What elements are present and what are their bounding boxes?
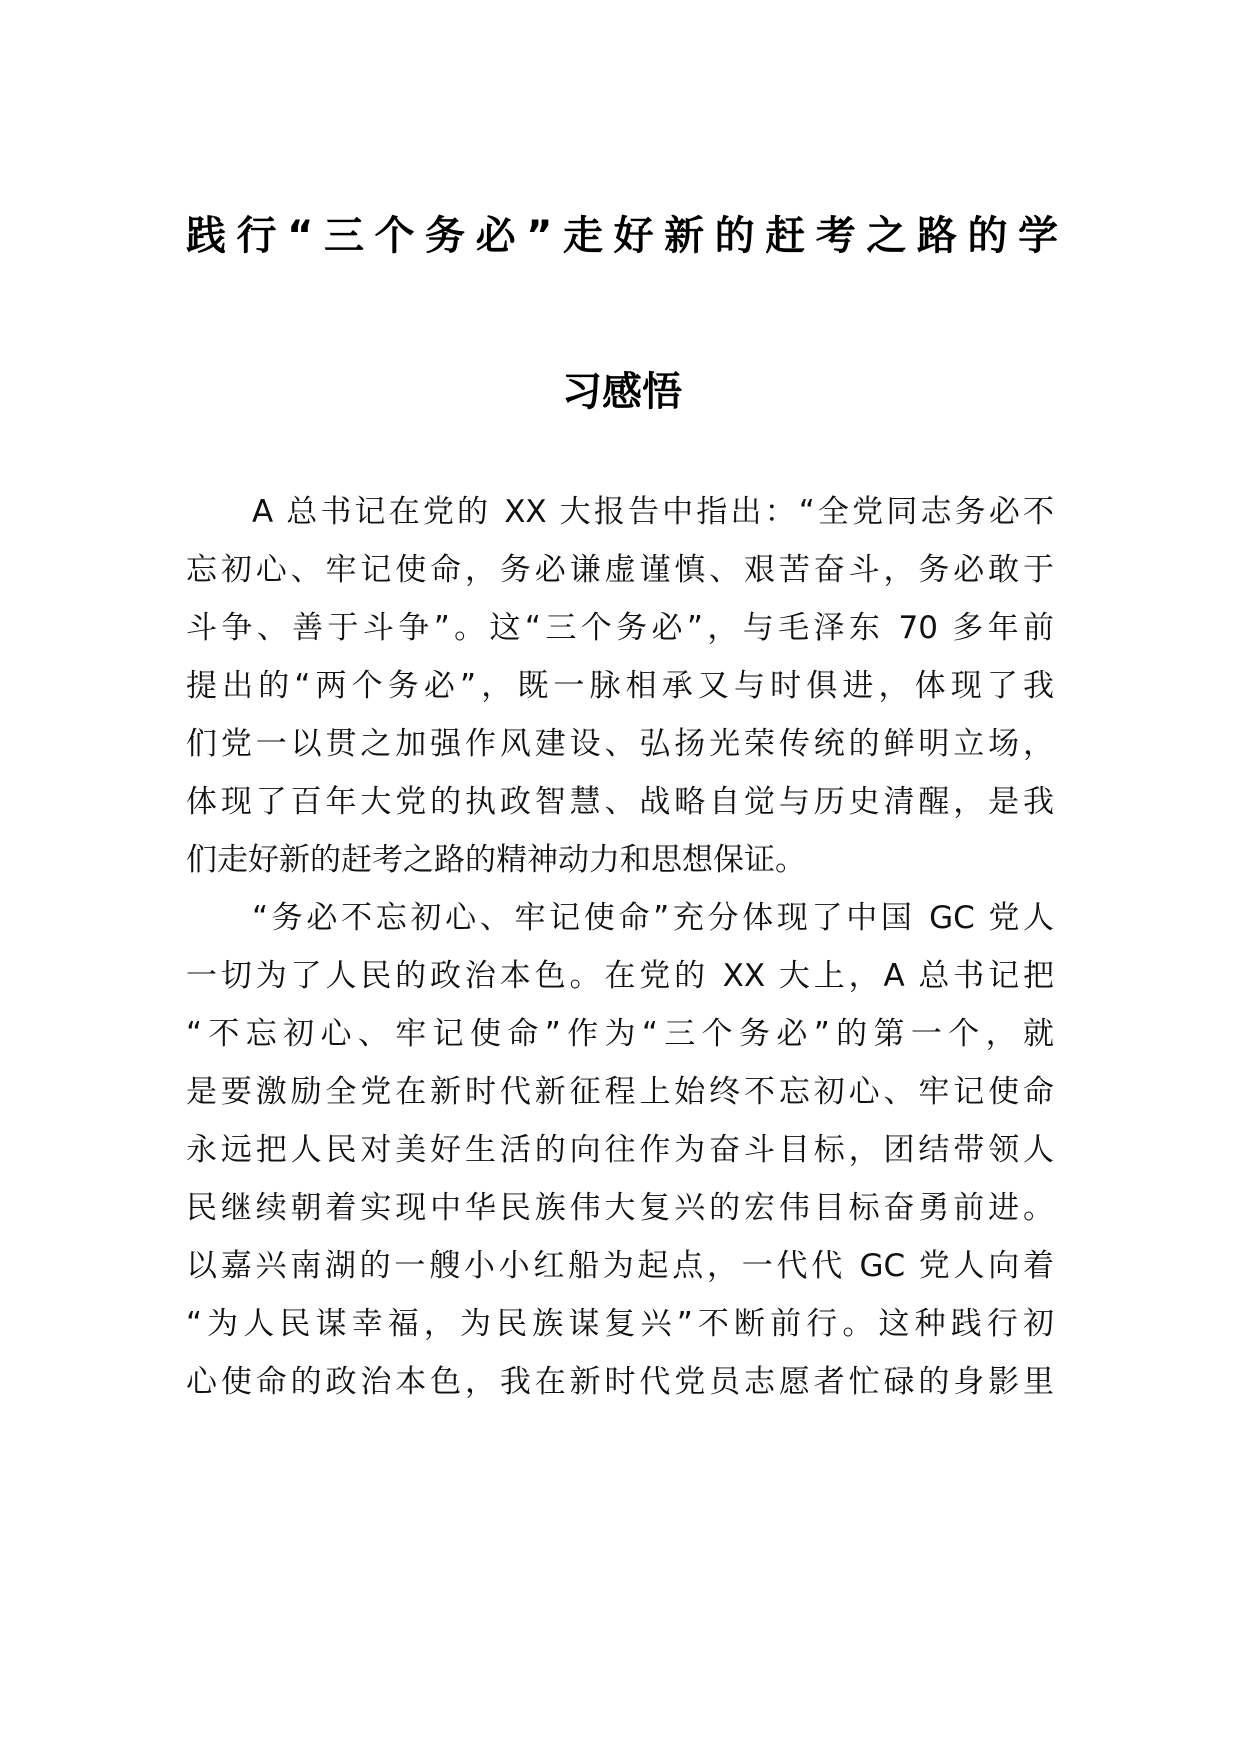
paragraph-2-line-8: “为人民谋幸福，为民族谋复兴”不断前行。这种践行初 xyxy=(186,1306,1054,1342)
paragraph-2-line-4: 是要激励全党在新时代新征程上始终不忘初心、牢记使命 xyxy=(186,1074,1054,1110)
document-title-line-2: 习感悟 xyxy=(562,369,682,415)
paragraph-1-line-3: 斗争、善于斗争”。这“三个务必”，与毛泽东 70 多年前 xyxy=(186,610,1054,646)
paragraph-2-line-9: 心使命的政治本色，我在新时代党员志愿者忙碌的身影里 xyxy=(186,1364,1054,1400)
paragraph-2-line-5: 永远把人民对美好生活的向往作为奋斗目标，团结带领人 xyxy=(186,1132,1054,1168)
paragraph-2-line-3: “不忘初心、牢记使命”作为“三个务必”的第一个，就 xyxy=(186,1016,1054,1052)
paragraph-1-line-5: 们党一以贯之加强作风建设、弘扬光荣传统的鲜明立场， xyxy=(186,726,1054,762)
paragraph-1-line-2: 忘初心、牢记使命，务必谦虚谨慎、艰苦奋斗，务必敢于 xyxy=(186,552,1054,588)
paragraph-1-line-7: 们走好新的赶考之路的精神动力和思想保证。 xyxy=(186,842,806,878)
paragraph-1-line-6: 体现了百年大党的执政智慧、战略自觉与历史清醒，是我 xyxy=(186,784,1054,820)
paragraph-2-line-7: 以嘉兴南湖的一艘小小红船为起点，一代代 GC 党人向着 xyxy=(186,1248,1054,1284)
paragraph-1-line-1: A 总书记在党的 XX 大报告中指出：“全党同志务必不 xyxy=(252,494,1054,530)
paragraph-1-line-4: 提出的“两个务必”，既一脉相承又与时俱进，体现了我 xyxy=(186,668,1054,704)
paragraph-2-line-6: 民继续朝着实现中华民族伟大复兴的宏伟目标奋勇前进。 xyxy=(186,1190,1054,1226)
paragraph-2-line-2: 一切为了人民的政治本色。在党的 XX 大上，A 总书记把 xyxy=(186,958,1054,994)
paragraph-2-line-1: “务必不忘初心、牢记使命”充分体现了中国 GC 党人 xyxy=(252,900,1054,936)
document-title-line-1: 践行“三个务必”走好新的赶考之路的学 xyxy=(186,213,1058,259)
